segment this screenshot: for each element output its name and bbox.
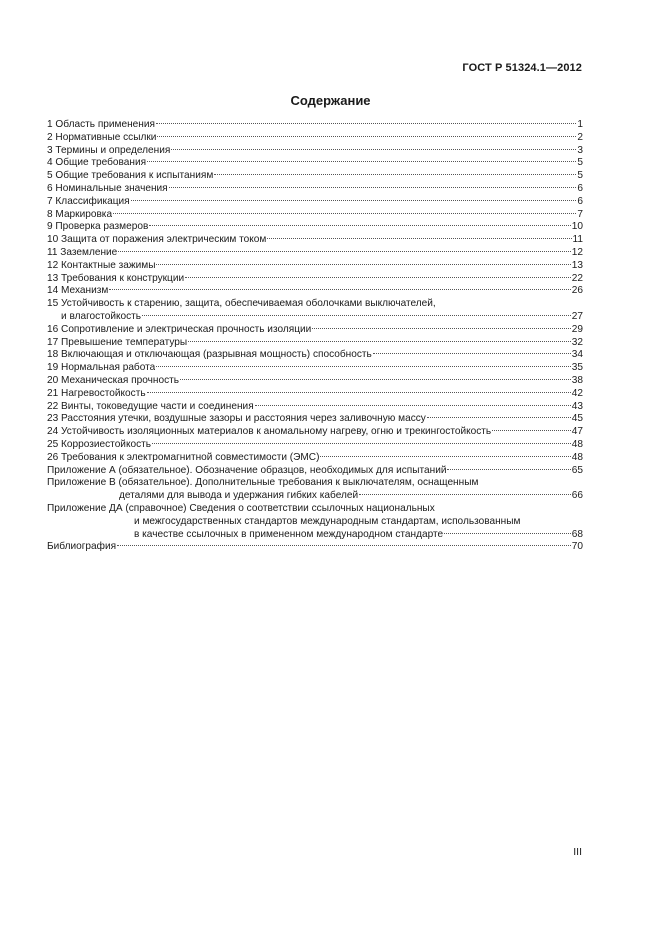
- toc-entry[interactable]: [47, 145, 583, 158]
- toc-entry[interactable]: [47, 439, 583, 452]
- toc-entry-label: 7 Классификация: [47, 195, 130, 207]
- toc-entry-page: 29: [571, 323, 583, 335]
- toc-entry-label: 13 Требования к конструкции: [47, 272, 185, 284]
- toc-entry-label: 4 Общие требования: [47, 157, 147, 169]
- document-standard-number: ГОСТ Р 51324.1—2012: [462, 62, 582, 74]
- toc-entry-label[interactable]: Приложение В (обязательное). Дополнительные требования к выключателям, оснащенным: [47, 477, 479, 489]
- toc-entry-label: 8 Маркировка: [47, 208, 113, 220]
- toc-leader-dots: [373, 353, 571, 354]
- toc-entry-continuation: и влагостойкость: [61, 310, 142, 322]
- toc-leader-dots: [109, 289, 570, 290]
- toc-entry-page: 26: [571, 285, 583, 297]
- toc-entry-page: 48: [571, 451, 583, 463]
- toc-entry-page: 22: [571, 272, 583, 284]
- toc-entry-label[interactable]: 15 Устойчивость к старению, защита, обеспечиваемая оболочками выключателей,: [47, 298, 436, 310]
- toc-entry-page: 12: [571, 246, 583, 258]
- toc-leader-dots: [492, 430, 571, 431]
- toc-leader-dots: [359, 494, 571, 495]
- toc-entry-page: 47: [571, 426, 583, 438]
- toc-entry-label: 20 Механическая прочность: [47, 374, 179, 386]
- toc-entry-label: 23 Расстояния утечки, воздушные зазоры и расстояния через заливочную массу: [47, 413, 426, 425]
- toc-entry[interactable]: [47, 401, 583, 414]
- toc-entry-page: 42: [571, 387, 583, 399]
- toc-leader-dots: [185, 277, 571, 278]
- toc-entry[interactable]: [47, 221, 583, 234]
- toc-leader-dots: [118, 251, 570, 252]
- toc-entry-label: 26 Требования к электромагнитной совместимости (ЭМС): [47, 451, 320, 463]
- toc-entry[interactable]: [47, 324, 583, 337]
- toc-entry-label: 14 Механизм: [47, 285, 109, 297]
- toc-entry[interactable]: [47, 157, 583, 170]
- toc-entry-page: 38: [571, 374, 583, 386]
- toc-entry[interactable]: [47, 529, 583, 542]
- toc-entry[interactable]: [47, 234, 583, 247]
- toc-entry[interactable]: [47, 490, 583, 503]
- toc-entry-label: 25 Коррозиестойкость: [47, 438, 152, 450]
- toc-entry[interactable]: [47, 413, 583, 426]
- toc-entry[interactable]: [47, 196, 583, 209]
- toc-leader-dots: [152, 443, 571, 444]
- toc-entry[interactable]: [47, 247, 583, 260]
- toc-leader-dots: [147, 161, 576, 162]
- toc-entry[interactable]: [47, 465, 583, 478]
- toc-entry[interactable]: [47, 209, 583, 222]
- toc-entry[interactable]: [47, 311, 583, 324]
- toc-entry-label: 11 Заземление: [47, 246, 118, 258]
- toc-leader-dots: [117, 545, 571, 546]
- toc-entry-label: 22 Винты, токоведущие части и соединения: [47, 400, 254, 412]
- toc-leader-dots: [142, 315, 571, 316]
- toc-leader-dots: [147, 392, 571, 393]
- toc-leader-dots: [320, 456, 570, 457]
- toc-entry-label: 1 Область применения: [47, 119, 155, 130]
- toc-leader-dots: [156, 366, 571, 367]
- toc-entry-label: 18 Включающая и отключающая (разрывная мощность) способность: [47, 349, 372, 361]
- toc-leader-dots: [169, 187, 577, 188]
- toc-entry[interactable]: [47, 426, 583, 439]
- toc-entry-label: Приложение А (обязательное). Обозначение образцов, необходимых для испытаний: [47, 464, 447, 476]
- toc-entry-page: 11: [572, 234, 583, 246]
- toc-entry-label: 6 Номинальные значения: [47, 182, 168, 194]
- toc-entry-label: 17 Превышение температуры: [47, 336, 188, 348]
- toc-entry[interactable]: [47, 362, 583, 375]
- toc-entry-page: 34: [571, 349, 583, 361]
- toc-leader-dots: [214, 174, 576, 175]
- toc-leader-dots: [267, 238, 571, 239]
- toc-entry-page: 2: [577, 131, 583, 143]
- toc-entry[interactable]: [47, 375, 583, 388]
- toc-entry-label: 3 Термины и определения: [47, 144, 171, 156]
- toc-entry-page: 6: [577, 195, 583, 207]
- toc-entry-label: 9 Проверка размеров: [47, 221, 149, 233]
- toc-leader-dots: [131, 200, 577, 201]
- toc-entry-continuation: и межгосударственных стандартов международным стандартам, использованным: [134, 515, 521, 527]
- toc-leader-dots: [188, 341, 571, 342]
- toc-leader-dots: [156, 123, 576, 124]
- toc-entry-continuation: деталями для вывода и удержания гибких кабелей: [119, 490, 359, 502]
- toc-entry-label: 19 Нормальная работа: [47, 362, 156, 374]
- toc-entry[interactable]: [47, 285, 583, 298]
- toc-entry[interactable]: [47, 337, 583, 350]
- toc-entry-page: 66: [571, 490, 583, 502]
- toc-entry-page: 7: [577, 208, 583, 220]
- table-of-contents: [47, 119, 583, 554]
- toc-entry-page: 48: [571, 438, 583, 450]
- toc-entry-page: 68: [571, 528, 583, 540]
- toc-entry-page: 43: [571, 400, 583, 412]
- toc-entry-page: 10: [571, 221, 583, 233]
- toc-entry-label: 2 Нормативные ссылки: [47, 131, 157, 143]
- toc-leader-dots: [149, 225, 570, 226]
- toc-entry-page: 13: [571, 259, 583, 271]
- toc-entry-label: 16 Сопротивление и электрическая прочность изоляции: [47, 323, 312, 335]
- toc-entry-label: 21 Нагревостойкость: [47, 387, 146, 399]
- toc-entry[interactable]: [47, 452, 583, 465]
- toc-entry-page: 32: [571, 336, 583, 348]
- page-number: III: [573, 846, 582, 858]
- toc-entry[interactable]: [47, 260, 583, 273]
- toc-entry[interactable]: [47, 349, 583, 362]
- toc-entry-page: 5: [577, 157, 583, 169]
- toc-leader-dots: [113, 213, 576, 214]
- toc-leader-dots: [156, 264, 570, 265]
- toc-entry-page: 5: [577, 170, 583, 182]
- toc-entry[interactable]: [47, 273, 583, 286]
- page-title: Содержание: [290, 93, 371, 108]
- toc-leader-dots: [447, 469, 570, 470]
- toc-entry-label[interactable]: Приложение ДА (справочное) Сведения о соответствии ссылочных национальных: [47, 502, 435, 514]
- toc-entry-label: Библиография: [47, 541, 117, 553]
- toc-leader-dots: [171, 149, 576, 150]
- toc-entry[interactable]: [47, 132, 583, 145]
- toc-entry-label: 24 Устойчивость изоляционных материалов к аномальному нагреву, огню и трекингостойкость: [47, 426, 492, 438]
- toc-entry-label: 12 Контактные зажимы: [47, 259, 156, 271]
- toc-leader-dots: [444, 533, 571, 534]
- toc-leader-dots: [312, 328, 571, 329]
- toc-leader-dots: [180, 379, 571, 380]
- toc-leader-dots: [157, 136, 576, 137]
- toc-entry-page: 27: [571, 310, 583, 322]
- toc-leader-dots: [255, 405, 571, 406]
- toc-entry[interactable]: [47, 119, 583, 132]
- toc-entry-page: 6: [577, 182, 583, 194]
- toc-entry[interactable]: [47, 183, 583, 196]
- toc-entry-page: 3: [577, 144, 583, 156]
- toc-entry-page: 1: [577, 119, 583, 130]
- toc-entry-page: 65: [571, 464, 583, 476]
- toc-entry-continuation: в качестве ссылочных в примененном международном стандарте: [134, 528, 444, 540]
- toc-entry-page: 35: [571, 362, 583, 374]
- toc-entry[interactable]: [47, 388, 583, 401]
- toc-entry-page: 45: [571, 413, 583, 425]
- toc-leader-dots: [427, 417, 571, 418]
- toc-entry-page: 70: [571, 541, 583, 553]
- toc-entry-label: 10 Защита от поражения электрическим током: [47, 234, 267, 246]
- toc-entry[interactable]: [47, 541, 583, 554]
- toc-entry-label: 5 Общие требования к испытаниям: [47, 170, 214, 182]
- toc-entry[interactable]: [47, 170, 583, 183]
